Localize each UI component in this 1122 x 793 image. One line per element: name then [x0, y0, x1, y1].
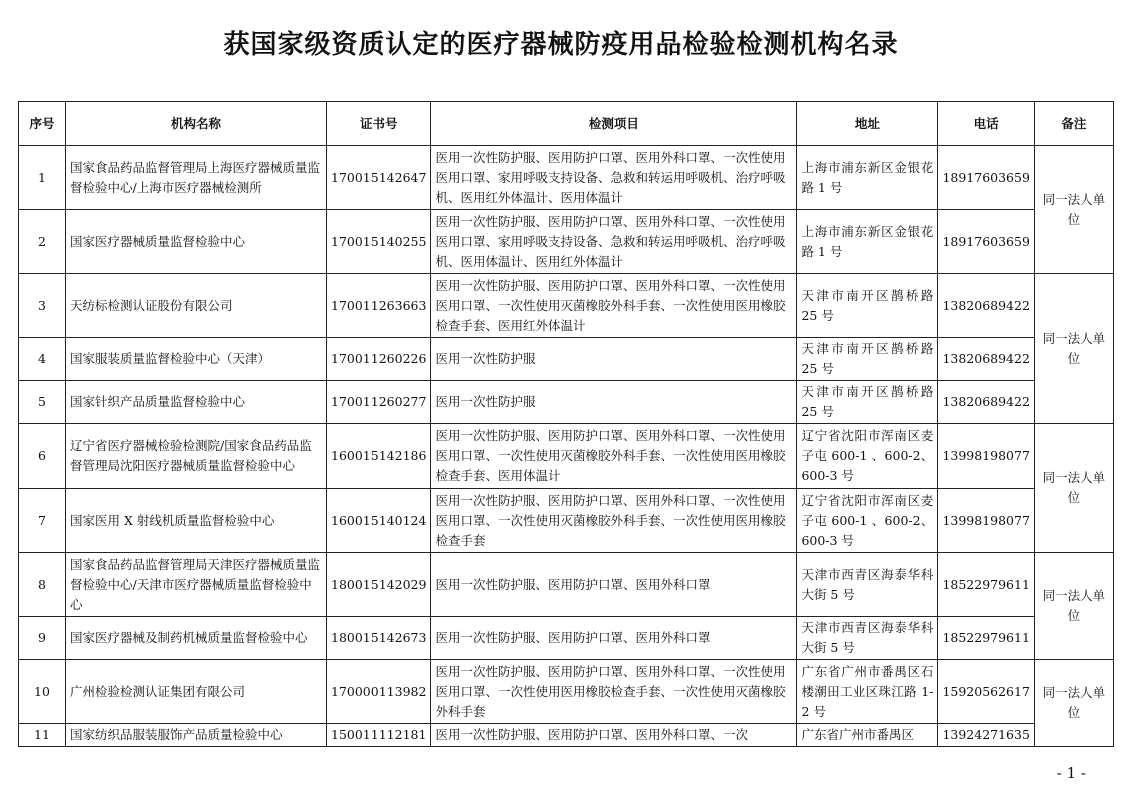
cell-cert: 160015142186	[327, 424, 431, 489]
cell-seq: 7	[19, 489, 66, 553]
cell-address: 天津市南开区鹊桥路 25 号	[797, 381, 938, 424]
cell-cert: 170015142647	[327, 146, 431, 210]
cell-cert: 150011112181	[327, 724, 431, 747]
cell-items: 医用一次性防护服、医用防护口罩、医用外科口罩	[431, 553, 797, 617]
cell-items: 医用一次性防护服、医用防护口罩、医用外科口罩、一次性使用医用口罩、一次性使用医用橡胶检查手套、一次性使用灭菌橡胶外科手套	[431, 660, 797, 724]
cell-name: 国家纺织品服装服饰产品质量检验中心	[66, 724, 327, 747]
cell-seq: 4	[19, 338, 66, 381]
cell-cert: 170000113982	[327, 660, 431, 724]
cell-items: 医用一次性防护服、医用防护口罩、医用外科口罩、一次性使用医用口罩、家用呼吸支持设备、急救和转运用呼吸机、治疗呼吸机、医用红外体温计、医用体温计	[431, 146, 797, 210]
cell-address: 上海市浦东新区金银花路 1 号	[797, 210, 938, 274]
table-row	[19, 489, 1114, 553]
table-header-row	[19, 102, 1114, 146]
cell-note: 同一法人单位	[1034, 424, 1113, 553]
cell-cert: 180015142673	[327, 617, 431, 660]
cell-note: 同一法人单位	[1034, 274, 1113, 424]
cell-name: 国家医疗器械质量监督检验中心	[66, 210, 327, 274]
cell-items: 医用一次性防护服、医用防护口罩、医用外科口罩、一次性使用医用口罩、一次性使用灭菌橡胶外科手套、一次性使用医用橡胶检查手套、医用体温计	[431, 424, 797, 489]
cell-note: 同一法人单位	[1034, 553, 1113, 660]
cell-seq: 1	[19, 146, 66, 210]
cell-cert: 170015140255	[327, 210, 431, 274]
cell-address: 上海市浦东新区金银花路 1 号	[797, 146, 938, 210]
cell-phone: 18522979611	[938, 553, 1034, 617]
table-row	[19, 617, 1114, 660]
cell-items: 医用一次性防护服、医用防护口罩、医用外科口罩、一次性使用医用口罩、家用呼吸支持设备、急救和转运用呼吸机、治疗呼吸机、医用体温计、医用红外体温计	[431, 210, 797, 274]
header-items: 检测项目	[431, 102, 797, 146]
cell-address: 天津市西青区海泰华科大街 5 号	[797, 617, 938, 660]
table-row	[19, 274, 1114, 338]
table-row	[19, 724, 1114, 747]
cell-name: 辽宁省医疗器械检验检测院/国家食品药品监督管理局沈阳医疗器械质量监督检验中心	[66, 424, 327, 489]
cell-seq: 11	[19, 724, 66, 747]
cell-seq: 10	[19, 660, 66, 724]
cell-address: 广东省广州市番禺区	[797, 724, 938, 747]
cell-phone: 13998198077	[938, 424, 1034, 489]
cell-items: 医用一次性防护服、医用防护口罩、医用外科口罩	[431, 617, 797, 660]
cell-phone: 13924271635	[938, 724, 1034, 747]
cell-cert: 180015142029	[327, 553, 431, 617]
cell-address: 天津市南开区鹊桥路 25 号	[797, 274, 938, 338]
cell-phone: 18522979611	[938, 617, 1034, 660]
cell-name: 国家服装质量监督检验中心（天津）	[66, 338, 327, 381]
cell-items: 医用一次性防护服、医用防护口罩、医用外科口罩、一次性使用医用口罩、一次性使用灭菌橡胶外科手套、一次性使用医用橡胶检查手套	[431, 489, 797, 553]
header-note: 备注	[1034, 102, 1113, 146]
cell-note: 同一法人单位	[1034, 146, 1113, 274]
page-number: - 1 -	[1056, 764, 1086, 782]
table-row	[19, 660, 1114, 724]
header-phone: 电话	[938, 102, 1034, 146]
cell-cert: 170011260277	[327, 381, 431, 424]
header-name: 机构名称	[66, 102, 327, 146]
table-row	[19, 381, 1114, 424]
cell-phone: 13820689422	[938, 274, 1034, 338]
cell-phone: 13820689422	[938, 381, 1034, 424]
table-row	[19, 146, 1114, 210]
cell-address: 辽宁省沈阳市浑南区麦子屯 600-1 、600-2、600-3 号	[797, 489, 938, 553]
cell-phone: 13820689422	[938, 338, 1034, 381]
cell-phone: 18917603659	[938, 146, 1034, 210]
cell-seq: 3	[19, 274, 66, 338]
document-title: 获国家级资质认定的医疗器械防疫用品检验检测机构名录	[223, 30, 899, 60]
cell-name: 国家针织产品质量监督检验中心	[66, 381, 327, 424]
cell-items: 医用一次性防护服、医用防护口罩、医用外科口罩、一次	[431, 724, 797, 747]
cell-seq: 8	[19, 553, 66, 617]
header-cert: 证书号	[327, 102, 431, 146]
cell-address: 天津市西青区海泰华科大街 5 号	[797, 553, 938, 617]
cell-name: 国家食品药品监督管理局上海医疗器械质量监督检验中心/上海市医疗器械检测所	[66, 146, 327, 210]
cell-seq: 9	[19, 617, 66, 660]
table-row	[19, 210, 1114, 274]
cell-name: 广州检验检测认证集团有限公司	[66, 660, 327, 724]
cell-name: 国家医用 X 射线机质量监督检验中心	[66, 489, 327, 553]
cell-phone: 13998198077	[938, 489, 1034, 553]
table-row	[19, 338, 1114, 381]
table-row	[19, 424, 1114, 489]
header-address: 地址	[797, 102, 938, 146]
cell-cert: 160015140124	[327, 489, 431, 553]
table-row	[19, 553, 1114, 617]
cell-seq: 5	[19, 381, 66, 424]
cell-phone: 18917603659	[938, 210, 1034, 274]
cell-address: 广东省广州市番禺区石楼潮田工业区珠江路 1-2 号	[797, 660, 938, 724]
cell-cert: 170011263663	[327, 274, 431, 338]
institution-table	[18, 101, 1114, 747]
cell-items: 医用一次性防护服	[431, 338, 797, 381]
cell-cert: 170011260226	[327, 338, 431, 381]
cell-items: 医用一次性防护服	[431, 381, 797, 424]
cell-note: 同一法人单位	[1034, 660, 1113, 747]
cell-address: 天津市南开区鹊桥路 25 号	[797, 338, 938, 381]
cell-address: 辽宁省沈阳市浑南区麦子屯 600-1 、600-2、600-3 号	[797, 424, 938, 489]
cell-name: 国家医疗器械及制药机械质量监督检验中心	[66, 617, 327, 660]
cell-name: 国家食品药品监督管理局天津医疗器械质量监督检验中心/天津市医疗器械质量监督检验中心	[66, 553, 327, 617]
cell-items: 医用一次性防护服、医用防护口罩、医用外科口罩、一次性使用医用口罩、一次性使用灭菌橡胶外科手套、一次性使用医用橡胶检查手套、医用红外体温计	[431, 274, 797, 338]
header-seq: 序号	[19, 102, 66, 146]
cell-seq: 6	[19, 424, 66, 489]
cell-name: 天纺标检测认证股份有限公司	[66, 274, 327, 338]
cell-phone: 15920562617	[938, 660, 1034, 724]
cell-seq: 2	[19, 210, 66, 274]
